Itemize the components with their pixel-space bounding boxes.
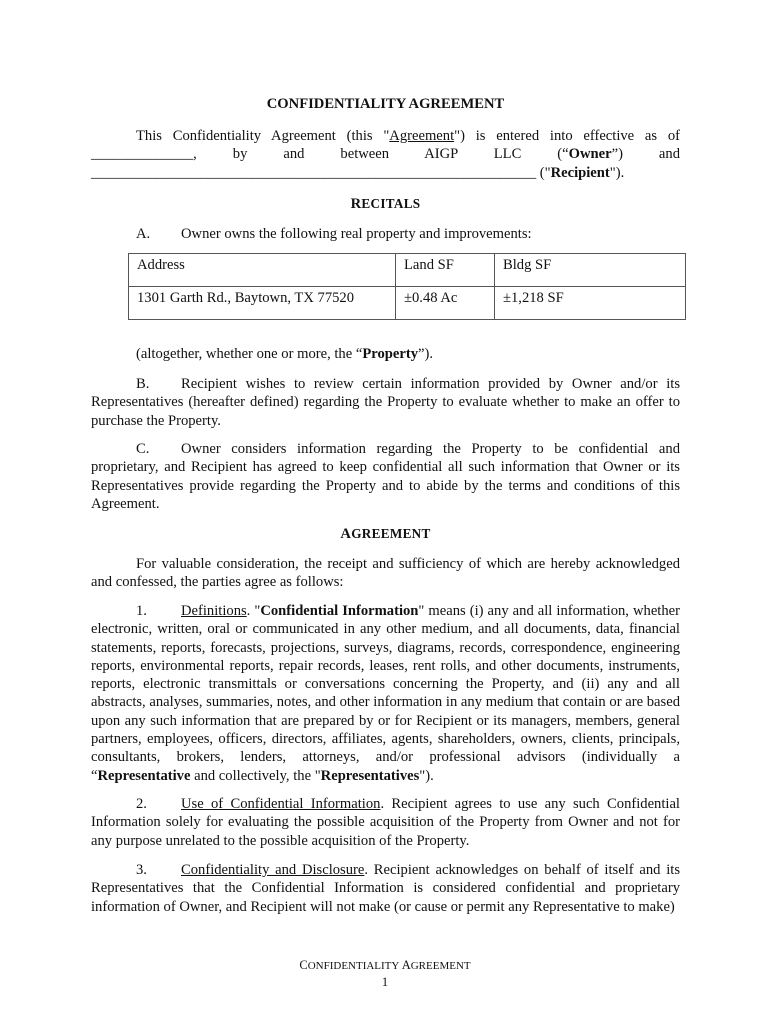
recital-label: B. xyxy=(136,376,150,392)
page-number: 1 xyxy=(381,975,389,989)
intro-paragraph xyxy=(91,127,680,182)
section-text: "). xyxy=(419,767,434,784)
table-header-row xyxy=(129,254,686,287)
intro-text: This Confidentiality Agreement (this " xyxy=(136,128,390,144)
table-cell-land: ±0.48 Ac xyxy=(396,287,495,320)
table-cell-address: 1301 Garth Rd., Baytown, TX 77520 xyxy=(129,287,396,320)
recital-b xyxy=(91,375,680,430)
table-header: Address xyxy=(129,254,396,287)
representative-term: Representative xyxy=(97,767,191,784)
agreement-term: Agreement xyxy=(389,128,455,144)
section-text: . Recipient acknowledges on behalf of itself and its Representatives that the Confidential Information is considered confidential and proprietary information of Owner, and Recipient will not make (or cause or permit any Representative to make) xyxy=(91,862,680,915)
footer-text: GREEMENT xyxy=(410,960,471,972)
recital-text: Owner considers information regarding the Property to be confidential and proprietary, and Recipient has agreed to keep confidential all such information that Owner or its Representatives provide regarding the Property and to abide by the terms and conditions of this Agreement. xyxy=(91,441,680,512)
intro-line-3 xyxy=(91,164,680,182)
representatives-term: Representatives xyxy=(320,767,420,784)
footer-text: ONFIDENTIALITY xyxy=(307,960,399,972)
intro-text: _____________________________________________________________ (" xyxy=(91,164,551,181)
intro-line-2 xyxy=(91,145,680,163)
section-text: " means (i) any and all information, whether electronic, written, oral or communicated in any other medium, and all documents, data, financial statements, reports, forecasts, projections, surveys, diagrams, records, correspondence, engineering reports, environmental reports, repair records, leases, rent rolls, and other documents, instruments, reports, electronic transmittals or conversations concerning the Property, and (ii) any and all abstracts, analyses, summaries, notes, and other information in any medium that contain or are based upon any such information that are prepared by or for Recipient or its managers, members, general partners, employees, officers, directors, affiliates, agents, shareholders, owners, clients, principals, consultants, brokers, lenders, attorneys, and/or professional advisors (individually a “ xyxy=(91,603,680,784)
intro-text: ") is entered into effective as of xyxy=(454,128,681,144)
section-text: . Recipient agrees to use any such Confidential Information solely for evaluating the possible acquisition of the Property from Owner and not for any purpose unrelated to the possible acquisition of the Property. xyxy=(91,796,680,849)
table-row xyxy=(129,287,686,320)
intro-text: ______________, by and between AIGP LLC (“ xyxy=(91,146,569,163)
section-text: . " xyxy=(246,603,261,619)
recital-label: A. xyxy=(136,226,151,242)
section-3-confidentiality xyxy=(91,861,680,916)
section-title: Use of Confidential Information xyxy=(181,796,381,812)
footer-initial: A xyxy=(401,958,411,972)
definition-text: (altogether, whether one or more, the “ xyxy=(136,346,363,362)
section-1-definitions xyxy=(91,602,680,785)
section-2-use xyxy=(91,795,680,850)
confidential-information-term: Confidential Information xyxy=(260,603,419,619)
heading-rest: GREEMENT xyxy=(351,526,431,541)
section-number: 2. xyxy=(136,796,147,812)
section-number: 3. xyxy=(136,862,147,878)
recital-text: Recipient wishes to review certain information provided by Owner and/or its Representatives (hereafter defined) regarding the Property to evaluate whether to make an offer to purchase the Property. xyxy=(91,376,680,429)
section-text: and collectively, the " xyxy=(190,767,321,784)
intro-line-1 xyxy=(91,127,680,145)
table-cell-bldg: ±1,218 SF xyxy=(495,287,686,320)
section-title: Definitions xyxy=(181,603,247,619)
section-number: 1. xyxy=(136,603,147,619)
intro-text: ”) and xyxy=(611,146,680,163)
property-table xyxy=(128,253,686,320)
property-definition xyxy=(136,345,725,363)
heading-rest: ECITALS xyxy=(361,196,421,211)
heading-initial: A xyxy=(340,526,352,542)
definition-text: ”). xyxy=(418,346,433,362)
page-footer-title xyxy=(0,958,770,973)
consideration-paragraph: For valuable consideration, the receipt and sufficiency of which are hereby acknowledged and confessed, the parties agree as follows: xyxy=(91,556,680,591)
owner-term: Owner xyxy=(568,146,612,163)
intro-text: "). xyxy=(609,164,625,181)
table-header: Land SF xyxy=(396,254,495,287)
document-title: CONFIDENTIALITY AGREEMENT xyxy=(266,96,505,112)
agreement-heading xyxy=(91,525,680,543)
recital-a xyxy=(136,225,686,243)
recital-text: Owner owns the following real property and improvements: xyxy=(181,226,532,242)
section-title: Confidentiality and Disclosure xyxy=(181,862,365,878)
recipient-term: Recipient xyxy=(550,164,610,181)
property-term: Property xyxy=(362,346,418,362)
recital-label: C. xyxy=(136,441,150,457)
recitals-heading xyxy=(91,195,680,213)
recital-c xyxy=(91,440,680,513)
table-header: Bldg SF xyxy=(495,254,686,287)
footer-initial: C xyxy=(299,958,308,972)
heading-initial: R xyxy=(350,196,362,212)
